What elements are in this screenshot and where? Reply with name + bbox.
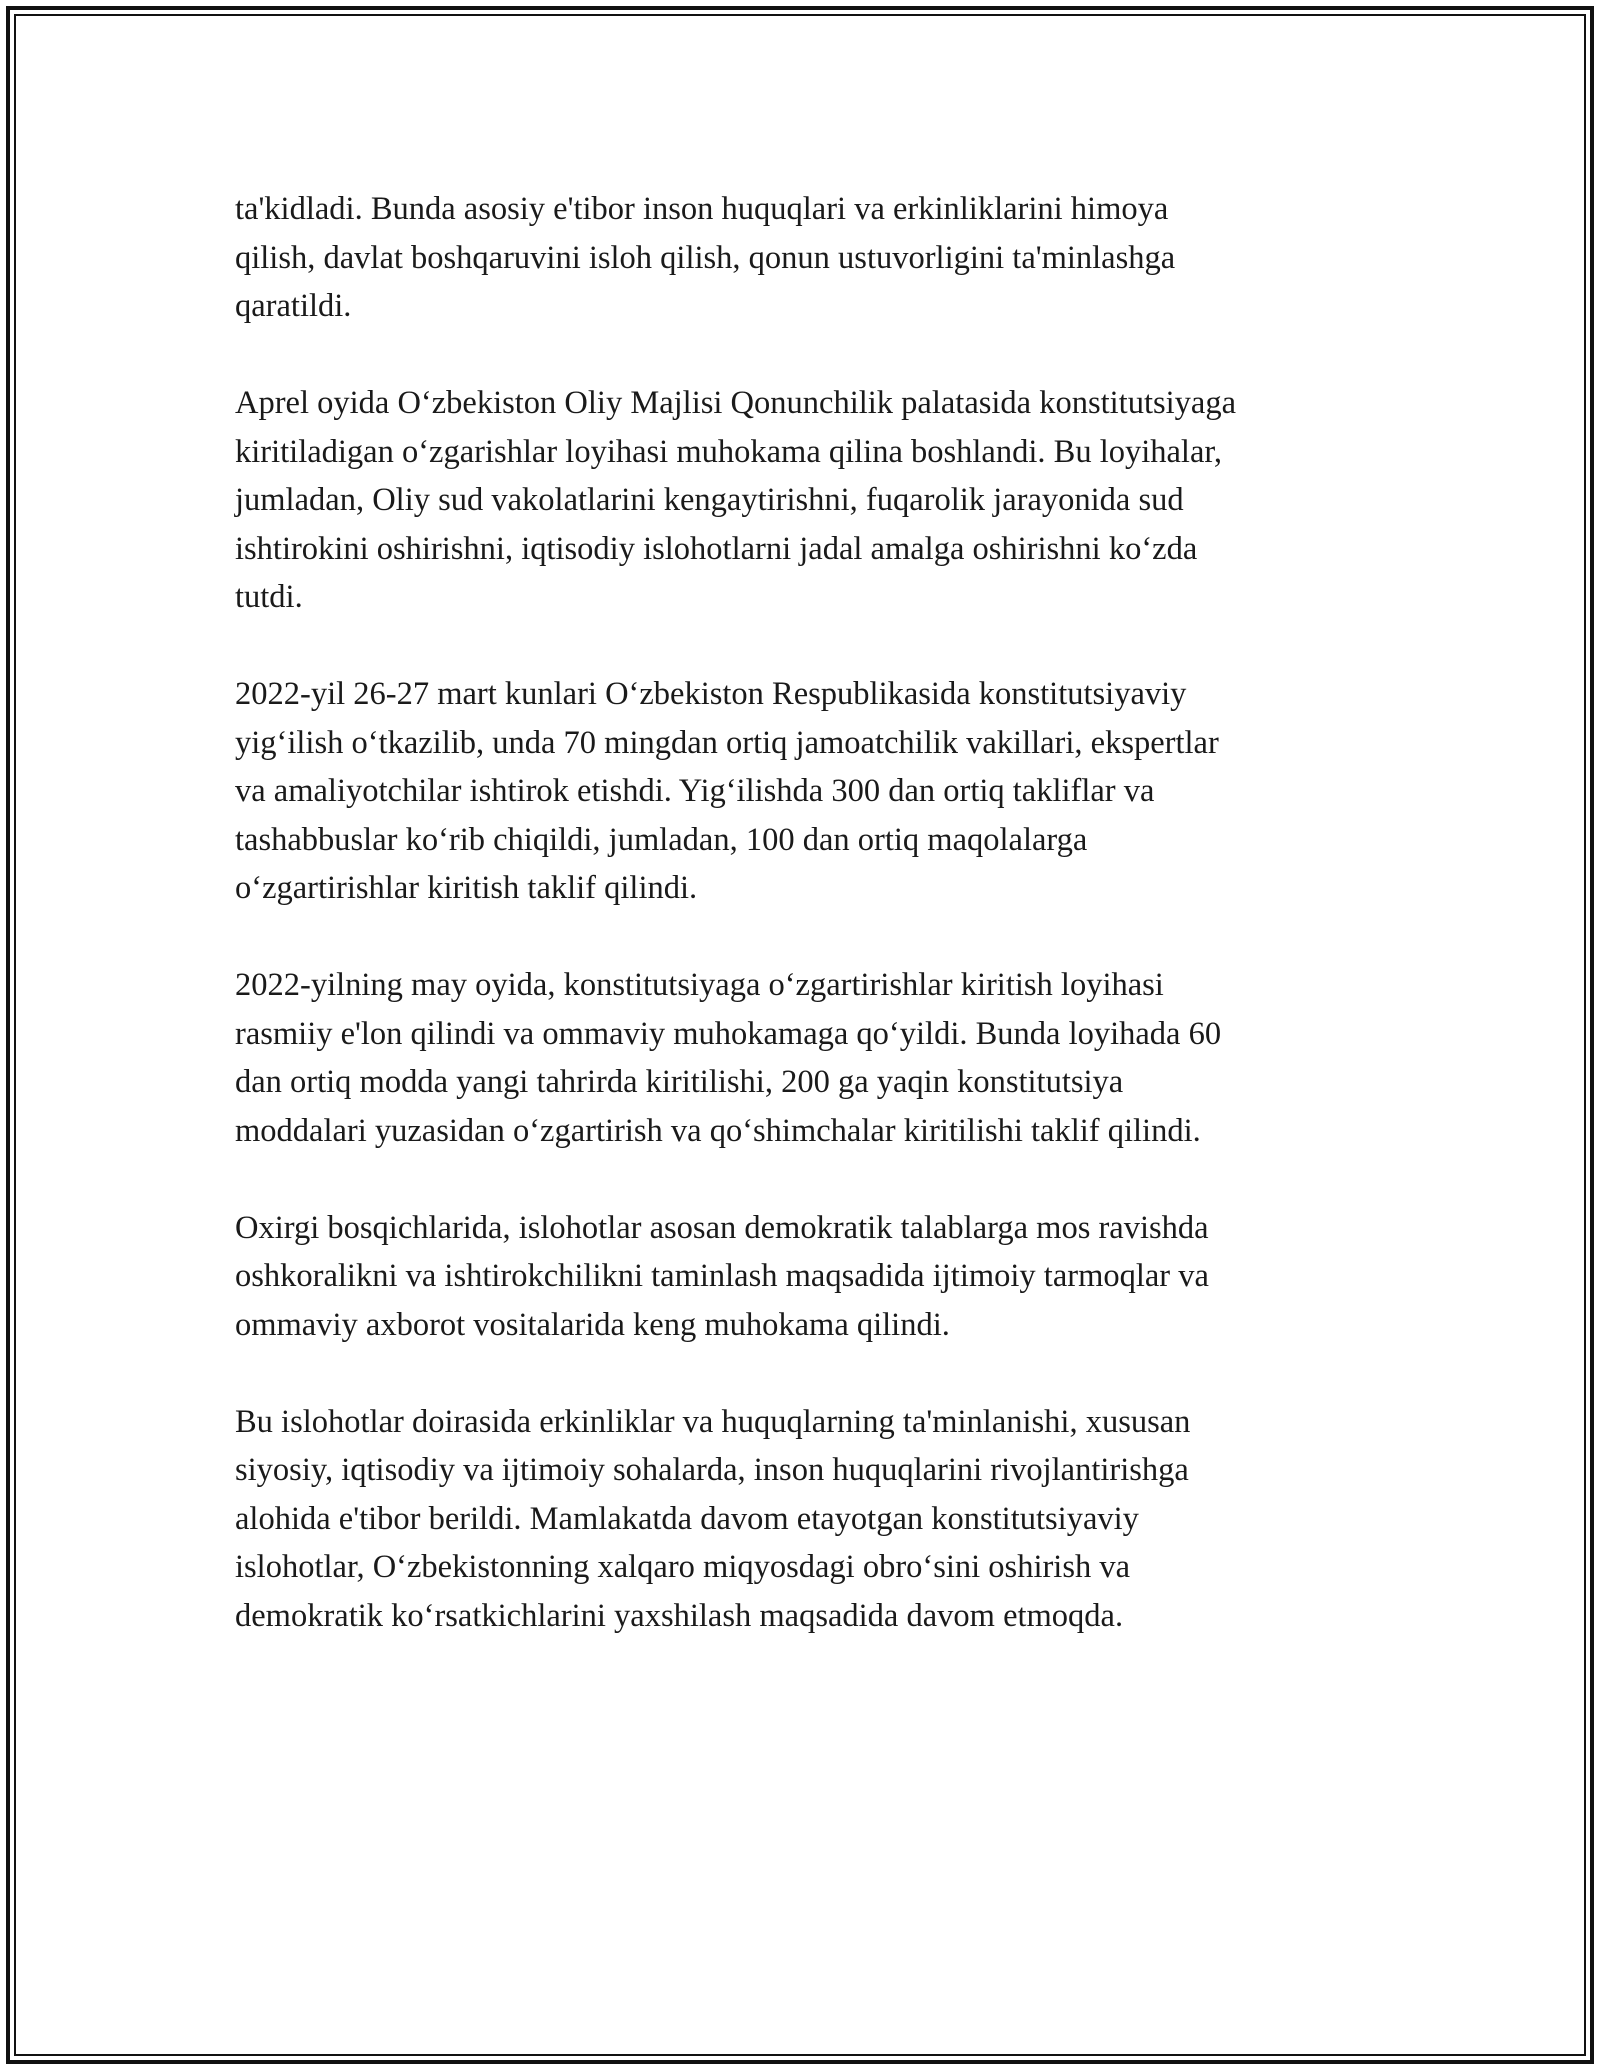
paragraph-3: 2022-yil 26-27 mart kunlari O‘zbekiston Respublikasida konstitutsiyaviy yig‘ilish o‘tkazilib, unda 70 mingdan ortiq jamoatchilik vakillari, ekspertlar va amaliyotchilar ishtirok etishdi. Yig‘ilishda 300 dan ortiq takliflar va tashabbuslar ko‘rib chiqildi, jumladan, 100 dan ortiq maqolalarga o‘zgartirishlar kiritish taklif qilindi. (235, 676, 1219, 906)
paragraph-5: Oxirgi bosqichlarida, islohotlar asosan demokratik talablarga mos ravishda oshkoralikni va ishtirokchilikni taminlash maqsadida ijtimoiy tarmoqlar va ommaviy axborot vositalarida keng muhokama qilindi. (235, 1209, 1209, 1343)
paragraph-4: 2022-yilning may oyida, konstitutsiyaga o‘zgartirishlar kiritish loyihasi rasmiiy e'lon qilindi va ommaviy muhokamaga qo‘yildi. Bunda loyihada 60 dan ortiq modda yangi tahrirda kiritilishi, 200 ga yaqin konstitutsiya moddalari yuzasidan o‘zgartirish va qo‘shimchalar kiritilishi taklif qilindi. (235, 967, 1222, 1149)
paragraph-6: Bu islohotlar doirasida erkinliklar va huquqlarning ta'minlanishi, xususan siyosiy, iqtisodiy va ijtimoiy sohalarda, inson huquqlarini rivojlantirishga alohida e'tibor berildi. Mamlakatda davom etayotgan konstitutsiyaviy islohotlar, O‘zbekistonning xalqaro miqyosdagi obro‘sini oshirish va demokratik ko‘rsatkichlarini yaxshilash maqsadida davom etmoqda. (235, 1403, 1191, 1634)
document-body (235, 185, 1385, 1689)
paragraph-1: ta'kidladi. Bunda asosiy e'tibor inson huquqlari va erkinliklarini himoya qilish, davlat boshqaruvini isloh qilish, qonun ustuvorligini ta'minlashga qaratildi. (235, 191, 1176, 324)
paragraph-2: Aprel oyida O‘zbekiston Oliy Majlisi Qonunchilik palatasida konstitutsiyaga kiritiladigan o‘zgarishlar loyihasi muhokama qilina boshlandi. Bu loyihalar, jumladan, Oliy sud vakolatlarini kengaytirishni, fuqarolik jarayonida sud ishtirokini oshirishni, iqtisodiy islohotlarni jadal amalga oshirishni ko‘zda tutdi. (235, 385, 1237, 615)
